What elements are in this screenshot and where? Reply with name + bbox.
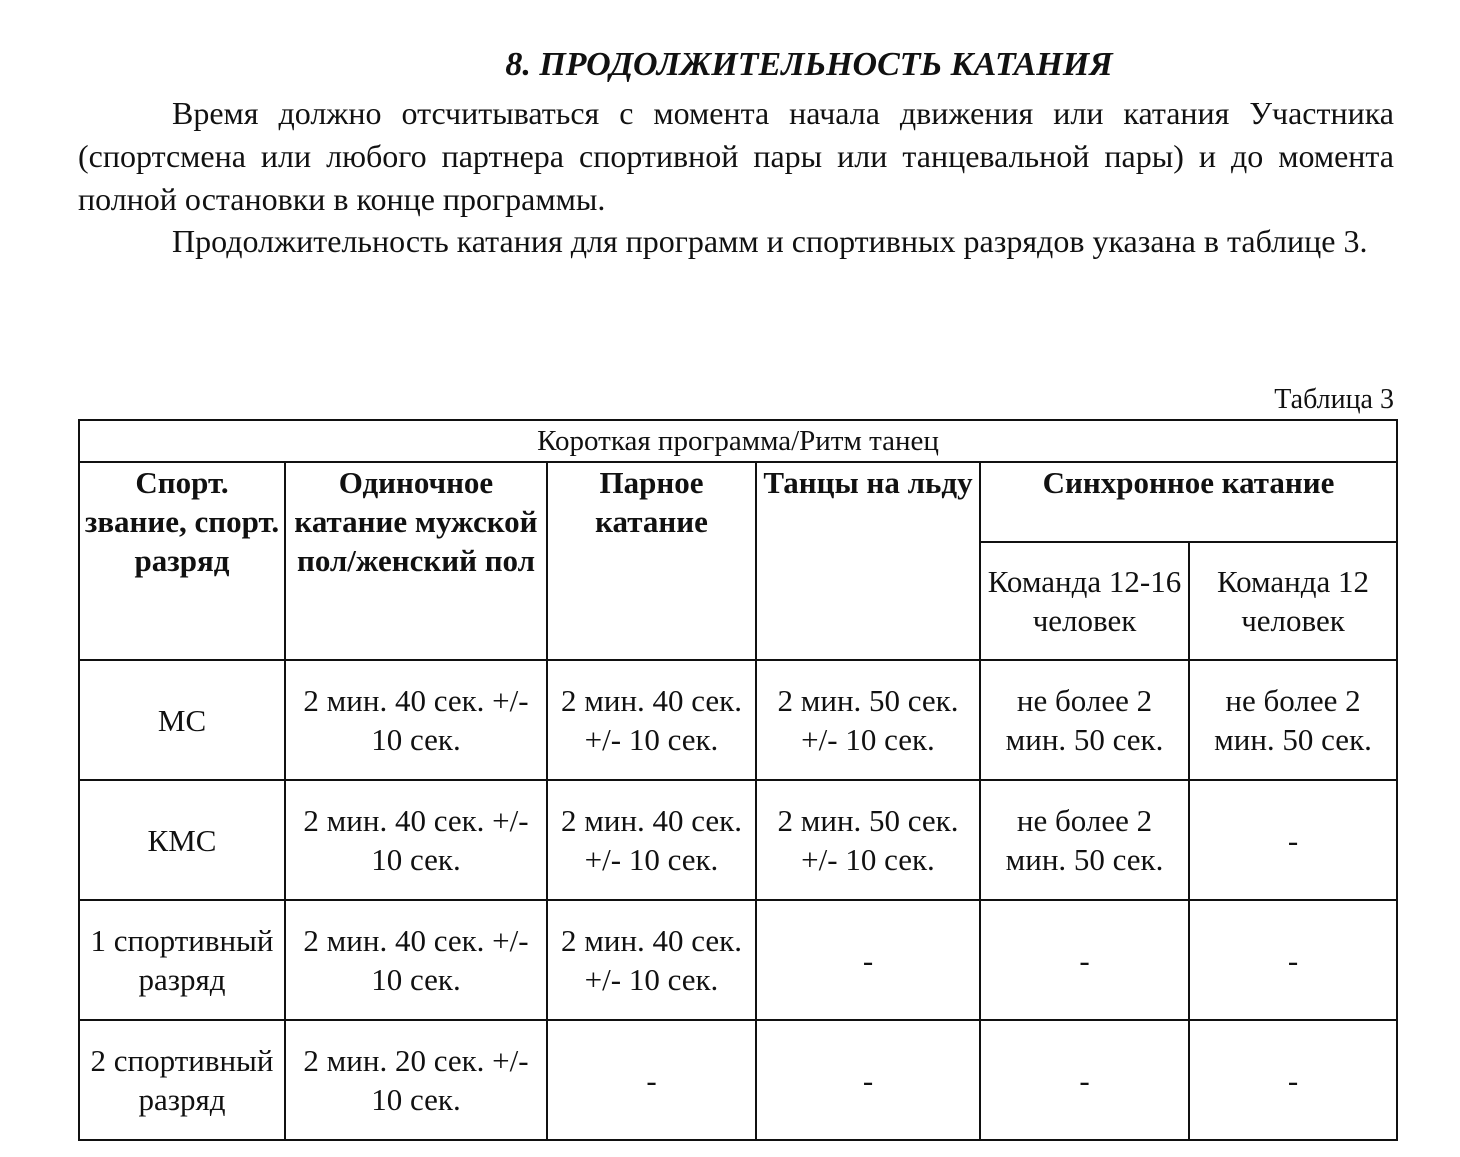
- cell-pairs: -: [547, 1020, 756, 1140]
- cell-rank: МС: [79, 660, 285, 780]
- cell-synchro-a: не более 2 мин. 50 сек.: [980, 780, 1189, 900]
- cell-singles: 2 мин. 40 сек. +/- 10 сек.: [285, 900, 547, 1020]
- cell-singles: 2 мин. 40 сек. +/- 10 сек.: [285, 660, 547, 780]
- cell-rank: 1 спортивный разряд: [79, 900, 285, 1020]
- cell-singles: 2 мин. 20 сек. +/- 10 сек.: [285, 1020, 547, 1140]
- duration-table: [78, 419, 1398, 1141]
- cell-rank: 2 спортивный разряд: [79, 1020, 285, 1140]
- cell-dance: -: [756, 900, 980, 1020]
- header-synchro-team-12: Команда 12 человек: [1189, 542, 1397, 660]
- cell-synchro-b: -: [1189, 780, 1397, 900]
- paragraph-duration: [78, 220, 1394, 263]
- cell-pairs: 2 мин. 40 сек. +/- 10 сек.: [547, 780, 756, 900]
- paragraph-timing-text: Время должно отсчитываться с момента начала движения или катания Участника (спортсмена или любого партнера спортивной пары или танцевальной пары) и до момента полной остановки в конце программы.: [78, 95, 1394, 217]
- paragraph-timing: [78, 92, 1394, 221]
- table-row: [79, 1020, 1397, 1140]
- header-synchro: Синхронное катание: [980, 462, 1397, 542]
- header-pairs: Парное катание: [547, 462, 756, 660]
- cell-synchro-b: -: [1189, 900, 1397, 1020]
- cell-synchro-b: не более 2 мин. 50 сек.: [1189, 660, 1397, 780]
- cell-synchro-b: -: [1189, 1020, 1397, 1140]
- table-header-row: [79, 462, 1397, 542]
- cell-dance: -: [756, 1020, 980, 1140]
- table-title: Короткая программа/Ритм танец: [79, 420, 1397, 462]
- header-singles: Одиночное катание мужской пол/женский пол: [285, 462, 547, 660]
- cell-dance: 2 мин. 50 сек. +/- 10 сек.: [756, 660, 980, 780]
- cell-synchro-a: -: [980, 1020, 1189, 1140]
- cell-dance: 2 мин. 50 сек. +/- 10 сек.: [756, 780, 980, 900]
- header-rank: Спорт. звание, спорт. разряд: [79, 462, 285, 660]
- table-row: [79, 660, 1397, 780]
- cell-pairs: 2 мин. 40 сек. +/- 10 сек.: [547, 900, 756, 1020]
- table-title-row: [79, 420, 1397, 462]
- cell-synchro-a: не более 2 мин. 50 сек.: [980, 660, 1189, 780]
- cell-synchro-a: -: [980, 900, 1189, 1020]
- table-row: [79, 900, 1397, 1020]
- cell-pairs: 2 мин. 40 сек. +/- 10 сек.: [547, 660, 756, 780]
- header-synchro-team-12-16: Команда 12-16 человек: [980, 542, 1189, 660]
- cell-rank: КМС: [79, 780, 285, 900]
- header-dance: Танцы на льду: [756, 462, 980, 660]
- table-row: [79, 780, 1397, 900]
- paragraph-duration-text: Продолжительность катания для программ и спортивных разрядов указана в таблице 3.: [172, 223, 1368, 259]
- section-heading: 8. ПРОДОЛЖИТЕЛЬНОСТЬ КАТАНИЯ: [505, 46, 1113, 83]
- cell-singles: 2 мин. 40 сек. +/- 10 сек.: [285, 780, 547, 900]
- table-caption: Таблица 3: [1274, 384, 1394, 415]
